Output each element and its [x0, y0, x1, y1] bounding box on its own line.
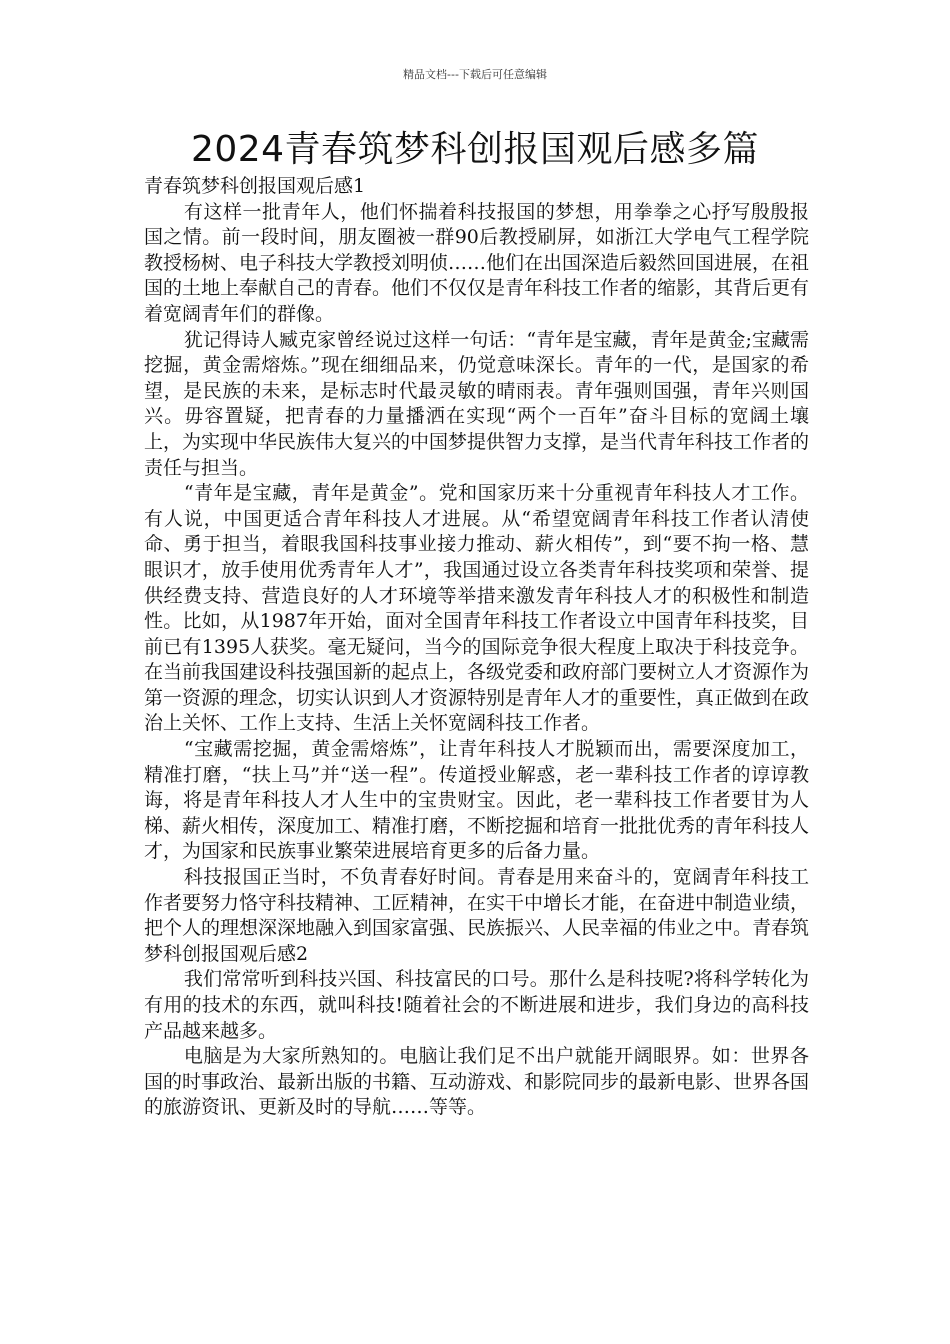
paragraph: 有这样一批青年人，他们怀揣着科技报国的梦想，用拳拳之心抒写殷殷报国之情。前一段时间，朋友圈被一群90后教授刷屏，如浙江大学电气工程学院教授杨树、电子科技大学教授刘明侦……他们在出国深造后毅然回国进展，在祖国的土地上奉献自己的青春。他们不仅仅是青年科技工作者的缩影，其背后更有着宽阔青年们的群像。	[144, 200, 810, 325]
paragraph: “青年是宝藏，青年是黄金”。党和国家历来十分重视青年科技人才工作。有人说，中国更适合青年科技人才进展。从“希望宽阔青年科技工作者认清使命、勇于担当，着眼我国科技事业接力推动、薪火相传”，到“要不拘一格、慧眼识才，放手使用优秀青年人才”，我国通过设立各类青年科技奖项和荣誉、提供经费支持、营造良好的人才环境等举措来激发青年科技人才的积极性和制造性。比如，从1987年开始，面对全国青年科技工作者设立中国青年科技奖，目前已有1395人获奖。毫无疑问，当今的国际竞争很大程度上取决于科技竞争。在当前我国建设科技强国新的起点上，各级党委和政府部门要树立人才资源作为第一资源的理念，切实认识到人才资源特别是青年人才的重要性，真正做到在政治上关怀、工作上支持、生活上关怀宽阔科技工作者。	[144, 482, 810, 735]
paragraph: 我们常常听到科技兴国、科技富民的口号。那什么是科技呢?将科学转化为有用的技术的东西，就叫科技!随着社会的不断进展和进步，我们身边的高科技产品越来越多。	[144, 968, 809, 1042]
header-note: 精品文档---下载后可任意编辑	[403, 68, 547, 81]
paragraph: “宝藏需挖掘，黄金需熔炼”，让青年科技人才脱颖而出，需要深度加工，精准打磨，“扶上马”并“送一程”。传道授业解惑，老一辈科技工作者的谆谆教诲，将是青年科技人才人生中的宝贵财宝。因此，老一辈科技工作者要甘为人梯、薪火相传，深度加工、精准打磨，不断挖掘和培育一批批优秀的青年科技人才，为国家和民族事业繁荣进展培育更多的后备力量。	[144, 738, 810, 863]
document-body	[144, 174, 809, 1121]
section-heading: 青春筑梦科创报国观后感1	[144, 175, 366, 197]
document-title: 2024青春筑梦科创报国观后感多篇	[190, 129, 760, 170]
paragraph: 犹记得诗人臧克家曾经说过这样一句话：“青年是宝藏，青年是黄金;宝藏需挖掘，黄金需熔炼。”现在细细品来，仍觉意味深长。青年的一代，是国家的希望，是民族的未来，是标志时代最灵敏的晴雨表。青年强则国强，青年兴则国兴。毋容置疑，把青春的力量播洒在实现“两个一百年”奋斗目标的宽阔土壤上，为实现中华民族伟大复兴的中国梦提供智力支撑，是当代青年科技工作者的责任与担当。	[144, 328, 810, 479]
paragraph: 科技报国正当时，不负青春好时间。青春是用来奋斗的，宽阔青年科技工作者要努力恪守科技精神、工匠精神，在实干中增长才能，在奋进中制造业绩，把个人的理想深深地融入到国家富强、民族振兴、人民幸福的伟业之中。青春筑梦科创报国观后感2	[144, 866, 810, 965]
paragraph: 电脑是为大家所熟知的。电脑让我们足不出户就能开阔眼界。如：世界各国的时事政治、最新出版的书籍、互动游戏、和影院同步的最新电影、世界各国的旅游资讯、更新及时的导航……等等。	[144, 1045, 810, 1119]
